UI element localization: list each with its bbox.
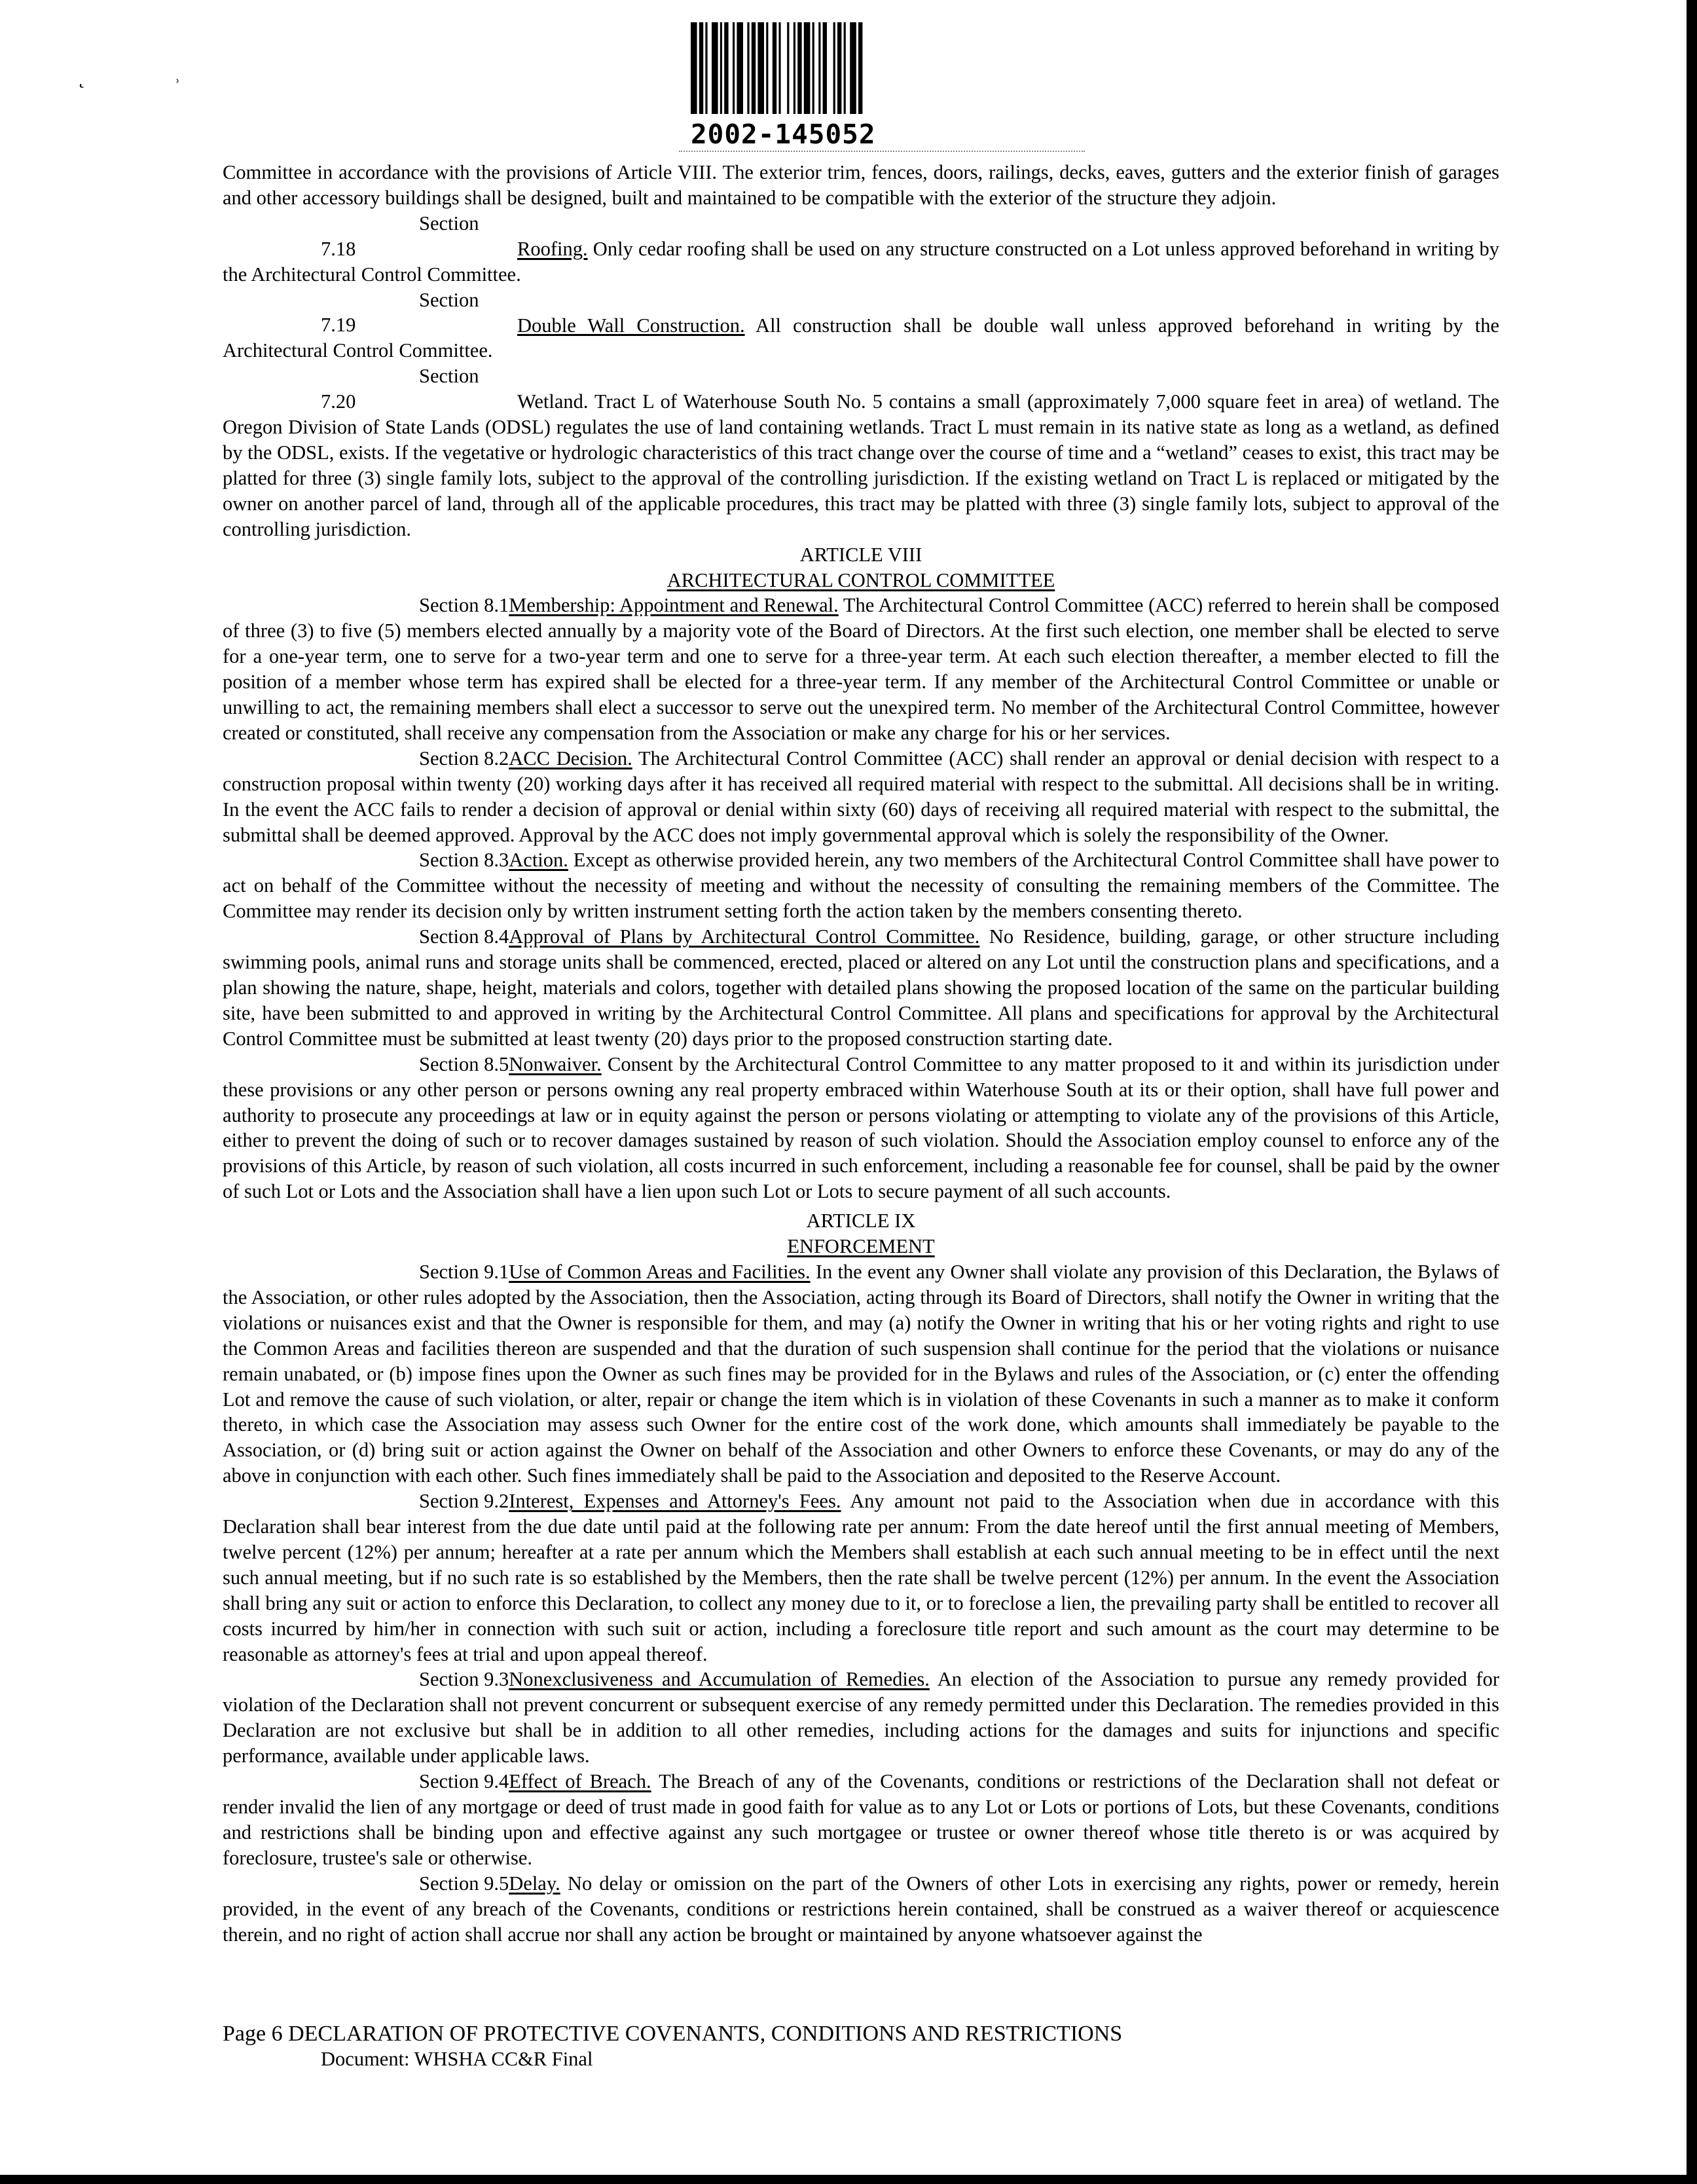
section-heading: Action. — [509, 849, 568, 872]
barcode-image — [691, 22, 992, 120]
section-8-2 — [223, 746, 1499, 848]
barcode-rule — [679, 151, 1085, 152]
scan-edge-bottom — [0, 2175, 1697, 2184]
barcode-bar — [766, 22, 768, 114]
barcode-bar — [691, 22, 697, 114]
barcode-bar — [787, 22, 789, 114]
section-text: Consent by the Architectural Control Committee to any matter proposed to it and within its jurisdiction under these provisions or any other person or persons owning any real property embraced within Waterhouse South at its or their option, shall have full power and authority to prosecute any proceedings at law or in equity against the person or persons violating or attempting to violate any of the provisions of this Article, either to prevent the doing of such or to recover damages sustained by reason of such violation. Should the Association employ counsel to enforce any of the provisions of this Article, by reason of such violation, all costs incurred in such enforcement, including a reasonable fee for counsel, shall be paid by the owner of such Lot or Lots and the Association shall have a lien upon such Lot or Lots to secure payment of all such accounts. — [223, 1052, 1499, 1203]
barcode-bar — [850, 22, 856, 114]
barcode-bar — [724, 22, 728, 114]
barcode-bar — [705, 22, 707, 114]
footer-document-name: Document: WHSHA CC&R Final — [321, 2048, 593, 2070]
footer-title: Page 6 DECLARATION OF PROTECTIVE COVENANTS, CONDITIONS AND RESTRICTIONS — [223, 2022, 1123, 2046]
section-heading: Approval of Plans by Architectural Control Committee. — [509, 925, 980, 948]
section-9-4 — [223, 1769, 1499, 1871]
section-8-3 — [223, 847, 1499, 924]
section-number: Section 9.3 — [419, 1668, 509, 1691]
section-9-3 — [223, 1667, 1499, 1769]
section-heading: Delay. — [509, 1872, 560, 1895]
document-body — [223, 160, 1499, 1947]
section-7-20 — [223, 363, 1499, 542]
article-title: ARTICLE IX — [806, 1210, 916, 1232]
barcode-bar — [818, 22, 820, 114]
paragraph-continuation: Committee in accordance with the provisions of Article VIII. The exterior trim, fences, doors, railings, decks, eaves, gutters and the exterior finish of garages and other accessory buildings shall be designed, built and maintained to be compatible with the exterior of the structure they adjoin. — [223, 161, 1499, 209]
section-heading: Membership: Appointment and Renewal. — [509, 594, 839, 617]
barcode-bar — [752, 22, 756, 114]
section-number: Section 8.1 — [419, 594, 509, 617]
section-heading: Roofing. — [517, 237, 588, 260]
section-7-18 — [223, 211, 1499, 287]
section-text: No Residence, building, garage, or other structure including swimming pools, animal runs and storage units shall be commenced, erected, placed or altered on any Lot until the construction plans and specifications, and a plan showing the nature, shape, height, materials and colors, together with detailed plans showing the proposed location of the same on the particular building site, have been submitted to and approved in writing by the Architectural Control Committee. All plans and specifications for approval by the Architectural Control Committee must be submitted at least twenty (20) days prior to the proposed construction starting date. — [223, 925, 1499, 1050]
section-number: Section 7.20 — [321, 365, 479, 413]
section-number: Section 8.2 — [419, 747, 509, 769]
section-number: Section 8.3 — [419, 849, 509, 872]
scan-speck: ˛ — [79, 67, 85, 88]
barcode-bar — [804, 22, 811, 114]
article-subtitle — [223, 1234, 1499, 1259]
section-text: Tract L of Waterhouse South No. 5 contains a small (approximately 7,000 square feet in area) of wetland. The Oregon Division of State Lands (ODSL) regulates the use of land containing wetlands. Tract L must remain in its native state as long as a wetland, as defined by the ODSL, exists. If the vegetative or hydrologic characteristics of this tract change over the course of time and a “wetland” ceases to exist, this tract may be platted for three (3) single family lots, subject to the approval of the controlling jurisdiction. If the existing wetland on Tract L is replaced or mitigated by the owner on another parcel of land, through all of the applicable procedures, this tract may be platted with three (3) single family lots, subject to approval of the controlling jurisdiction. — [223, 390, 1499, 540]
article-subtitle — [223, 568, 1499, 593]
scan-edge-right — [1687, 0, 1697, 2184]
barcode-bar — [823, 22, 827, 114]
section-number: Section 7.19 — [321, 288, 479, 337]
barcode-bar — [844, 22, 846, 114]
barcode-block — [691, 22, 992, 153]
section-heading: Nonwaiver. — [509, 1052, 602, 1075]
section-9-5 — [223, 1871, 1499, 1948]
section-heading: ACC Decision. — [509, 747, 632, 769]
section-7-19 — [223, 287, 1499, 364]
section-text: The Breach of any of the Covenants, conditions or restrictions of the Declaration shall not defeat or render invalid the lien of any mortgage or deed of trust made in good faith for value as to any Lot or Lots or portions of Lots, but these Covenants, conditions and restrictions shall be binding upon and effective against any such mortgagee or trustee or owner thereof whose title thereto is or was acquired by foreclosure, trustee's sale or otherwise. — [223, 1770, 1499, 1869]
section-heading: Effect of Breach. — [509, 1770, 651, 1793]
section-9-1 — [223, 1259, 1499, 1489]
section-text: Except as otherwise provided herein, any two members of the Architectural Control Committee shall have power to act on behalf of the Committee without the necessity of meeting and without the necessity of consulting the remaining members of the Committee. The Committee may render its decision only by written instrument setting forth the action taken by the members consenting thereto. — [223, 849, 1499, 923]
barcode-bar — [699, 22, 703, 114]
section-text: The Architectural Control Committee (ACC) referred to herein shall be composed of three (3) to five (5) members elected annually by a majority vote of the Board of Directors. At the first such election, one member shall be elected to serve for a one-year term, one to serve for a two-year term and one to serve for a three-year term. At each such election thereafter, a member elected to fill the position of a member whose term has expired shall be elected for a three-year term. If any member of the Architectural Control Committee or unable or unwilling to act, the remaining members shall elect a successor to serve out the unexpired term. No member of the Architectural Control Committee, however created or constituted, shall receive any compensation from the Association or make any charge for his or her services. — [223, 594, 1499, 744]
section-heading: Wetland. — [517, 390, 589, 413]
barcode-bar — [773, 22, 776, 114]
section-text: The Architectural Control Committee (ACC) shall render an approval or denial decision with respect to a construction proposal within twenty (20) working days after it has received all required material with respect to the submittal. All decisions shall be in writing. In the event the ACC fails to render a decision of approval or denial within sixty (60) days of receiving all required material with respect to the submittal, the submittal shall be deemed approved. Approval by the ACC does not imply governmental approval which is solely the responsibility of the Owner. — [223, 747, 1499, 846]
section-number: Section 9.4 — [419, 1770, 509, 1793]
barcode-bar — [720, 22, 722, 114]
barcode-bar — [833, 22, 835, 114]
section-number: Section 9.2 — [419, 1490, 509, 1513]
section-heading: Interest, Expenses and Attorney's Fees. — [509, 1490, 841, 1513]
barcode-bar — [747, 22, 749, 114]
barcode-bar — [812, 22, 814, 114]
section-number: Section 8.4 — [419, 925, 509, 948]
barcode-bar — [858, 22, 862, 114]
scan-speck: ˒ — [174, 67, 181, 88]
section-number: Section 8.5 — [419, 1052, 509, 1075]
article-subtitle-text: ARCHITECTURAL CONTROL COMMITTEE — [666, 568, 1055, 591]
section-text: All construction shall be double wall unless approved beforehand in writing by the Architectural Control Committee. — [223, 314, 1499, 362]
barcode-bar — [797, 22, 801, 114]
barcode-bar — [733, 22, 735, 114]
barcode-bar — [737, 22, 743, 114]
page-footer — [223, 2021, 1122, 2072]
section-8-4 — [223, 924, 1499, 1052]
article-subtitle-text: ENFORCEMENT — [787, 1235, 935, 1258]
section-number: Section 9.1 — [419, 1260, 509, 1283]
section-text: Any amount not paid to the Association when due in accordance with this Declaration shall bear interest from the due date until paid at the following rate per annum: From the date hereof until the first annual meeting of Members, twelve percent (12%) per annum; hereafter at a rate per annum which the Members shall establish at each such annual meeting to be in effect until the next such annual meeting, but if no such rate is so established by the Members, then the rate shall be twelve percent (12%) per annum. In the event the Association shall bring any suit or action to enforce this Declaration, to collect any money due to it, or to foreclose a lien, the prevailing party shall be entitled to recover all costs incurred by him/her in connection with such suit or action, including a foreclosure title report and such amount as the court may determine to be reasonable as attorney's fees at trial and upon appeal thereof. — [223, 1490, 1500, 1665]
article-title: ARTICLE VIII — [799, 543, 922, 566]
section-9-2 — [223, 1489, 1499, 1667]
section-text: An election of the Association to pursue any remedy provided for violation of the Declaration shall not prevent concurrent or subsequent exercise of any remedy permitted under this Declaration. The remedies provided in this Declaration are not exclusive but shall be in addition to all other remedies, including actions for the damages and suits for injunctions and specific performance, available under applicable laws. — [223, 1668, 1499, 1768]
section-8-5 — [223, 1052, 1499, 1204]
section-heading: Use of Common Areas and Facilities. — [509, 1260, 811, 1283]
section-number: Section 7.18 — [321, 212, 479, 260]
section-number: Section 9.5 — [419, 1872, 509, 1895]
section-heading: Double Wall Construction. — [517, 314, 745, 337]
section-heading: Nonexclusiveness and Accumulation of Remedies. — [509, 1668, 930, 1691]
section-text: In the event any Owner shall violate any provision of this Declaration, the Bylaws of the Association, or other rules adopted by the Association, then the Association, acting through its Board of Directors, shall notify the Owner in writing that the violations or nuisances exist and that the Owner is responsible for them, and may (a) notify the Owner in writing that his or her voting rights and right to use the Common Areas and facilities thereon are suspended and that the duration of such suspension shall continue for the period that the violations or nuisance remain unabated, or (b) impose fines upon the Owner as such fines may be provided for in the Bylaws and rules of the Association, or (c) enter the offending Lot and remove the cause of such violation, or alter, repair or change the item which is in violation of these Covenants in such a manner as to make it conform thereto, in which case the Association may assess such Owner for the entire cost of the work done, which amounts shall immediately be payable to the Association, or (d) bring suit or action against the Owner on behalf of the Association and other Owners to enforce these Covenants, or may do any of the above in conjunction with each other. Such fines immediately shall be paid to the Association and deposited to the Reserve Account. — [223, 1260, 1499, 1487]
section-text: No delay or omission on the part of the Owners of other Lots in exercising any rights, power or remedy, herein provided, in the event of any breach of the Covenants, conditions or restrictions herein contained, shall be construed as a waiver thereof or acquiescence therein, and no right of action shall accrue nor shall any action be brought or maintained by anyone whatsoever against the — [223, 1872, 1499, 1946]
barcode-number: 2002-145052 — [691, 119, 876, 150]
barcode-bar — [712, 22, 718, 114]
section-8-1 — [223, 593, 1499, 745]
barcode-bar — [757, 22, 764, 114]
barcode-bar — [778, 22, 780, 114]
barcode-bar — [794, 22, 795, 114]
section-text: Only cedar roofing shall be used on any structure constructed on a Lot unless approved beforehand in writing by the Architectural Control Committee. — [223, 237, 1499, 286]
barcode-bar — [837, 22, 841, 114]
